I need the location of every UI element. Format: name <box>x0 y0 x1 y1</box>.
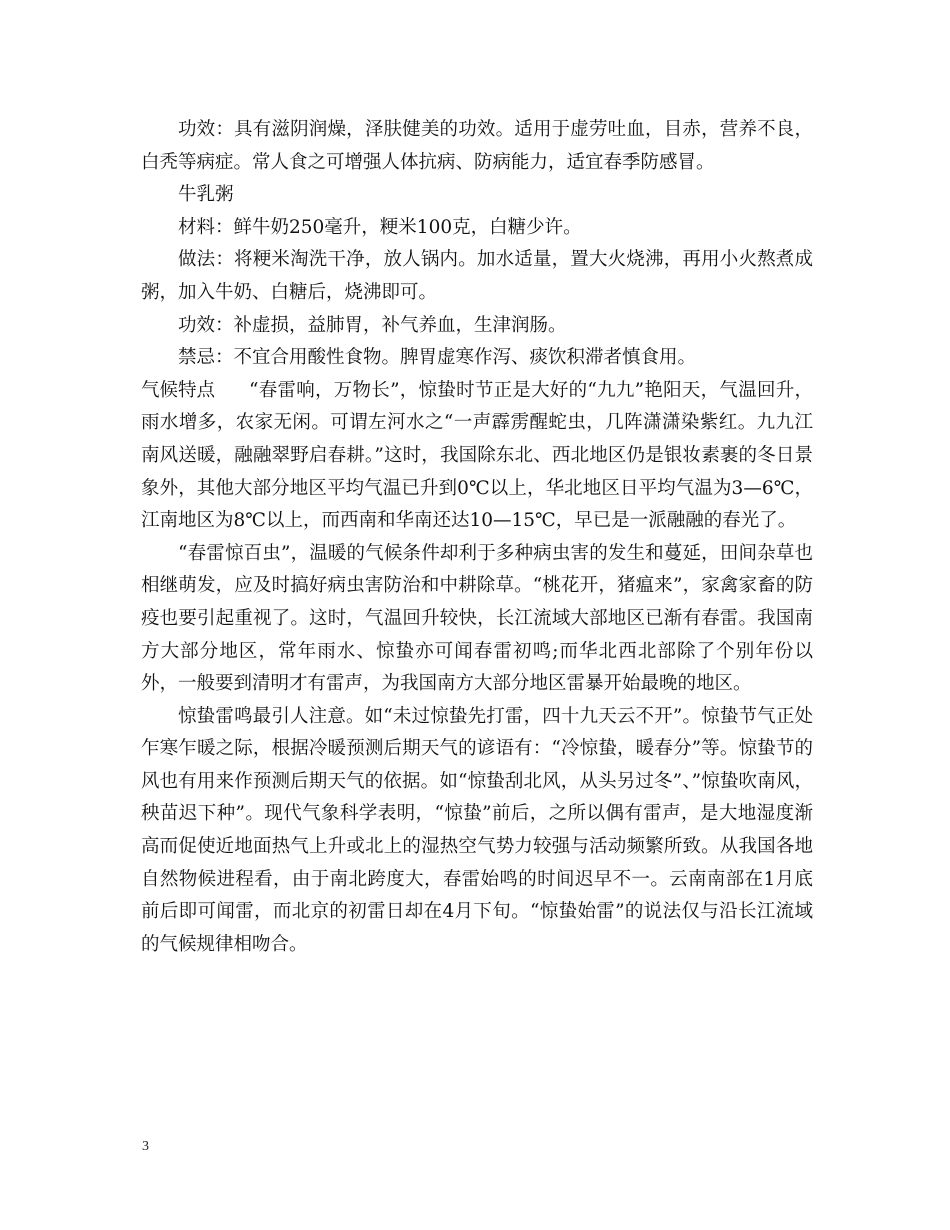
thunder-paragraph: 惊蛰雷鸣最引人注意。如“未过惊蛰先打雷，四十九天云不开”。惊蛰节气正处乍寒乍暖之际，根据冷暖预测后期天气的谚语有：“冷惊蛰，暖春分”等。惊蛰节的风也有用来作预测后期天气的依据。如“惊蛰刮北风，从头另过冬”、”惊蛰吹南风，秧苗迟下种”。现代气象科学表明，“惊蛰”前后，之所以偶有雷声，是大地湿度渐高而促使近地面热气上升或北上的湿热空气势力较强与活动频繁所致。从我国各地自然物候进程看，由于南北跨度大，春雷始鸣的时间迟早不一。云南南部在1月底前后即可闻雷，而北京的初雷日却在4月下旬。“惊蛰始雷”的说法仅与沿长江流域的气候规律相吻合。 <box>141 705 813 955</box>
pests-paragraph: “春雷惊百虫”，温暖的气候条件却利于多种病虫害的发生和蔓延，田间杂草也相继萌发，应及时搞好病虫害防治和中耕除草。“桃花开，猪瘟来”，家禽家畜的防疫也要引起重视了。这时，气温回升较快，长江流域大部地区已渐有春雷。我国南方大部分地区，常年雨水、惊蛰亦可闻春雷初鸣;而华北西北部除了个别年份以外，一般要到清明才有雷声，为我国南方大部分地区雷暴开始最晚的地区。 <box>141 542 813 695</box>
climate-paragraph <box>141 375 813 538</box>
efficacy-paragraph-1: 功效：具有滋阴润燥，泽肤健美的功效。适用于虚劳吐血，目赤，营养不良，白秃等病症。常人食之可增强人体抗病、防病能力，适宜春季防感冒。 <box>141 119 813 173</box>
taboo-paragraph: 禁忌：不宜合用酸性食物。脾胃虚寒作泻、痰饮积滞者慎食用。 <box>178 347 697 369</box>
climate-label: 气候特点 <box>141 379 216 401</box>
document-body <box>141 114 813 961</box>
recipe-title: 牛乳粥 <box>178 184 234 206</box>
efficacy-paragraph-2: 功效：补虚损，益肺胃，补气养血，生津润肠。 <box>178 314 567 336</box>
climate-text: “春雷响，万物长”，惊蛰时节正是大好的“九九”艳阳天，气温回升，雨水增多，农家无闲。可谓左河水之“一声霹雳醒蛇虫，几阵潇潇染紫红。九九江南风送暖，融融翠野启春耕。”这时，我国除东北、西北地区仍是银妆素裹的冬日景象外，其他大部分地区平均气温已升到0℃以上，华北地区日平均气温为3—6℃，江南地区为8℃以上，而西南和华南还达10—15℃，早已是一派融融的春光了。 <box>141 379 813 532</box>
page-number: 3 <box>142 1139 149 1154</box>
materials-paragraph: 材料：鲜牛奶250毫升，粳米100克，白糖少许。 <box>178 216 582 238</box>
method-paragraph: 做法：将粳米淘洗干净，放人锅内。加水适量，置大火烧沸，再用小火熬煮成粥，加入牛奶、白糖后，烧沸即可。 <box>141 249 813 303</box>
